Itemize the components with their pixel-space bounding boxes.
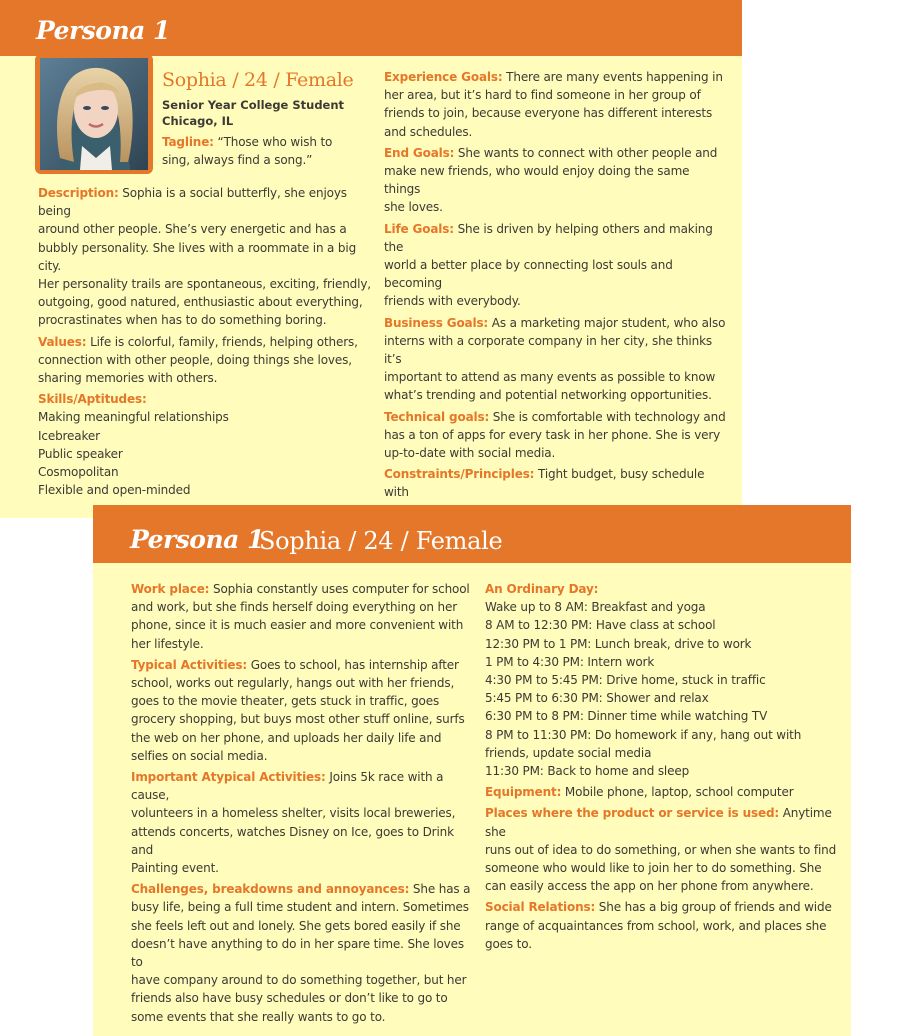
places-line: Anytime she [485, 806, 832, 839]
skill-item: Public speaker [38, 446, 123, 461]
challenges-line: doesn’t have anything to do in her spare time. She loves to [131, 936, 464, 970]
life-goals-line: She is driven by helping others and making the [384, 221, 713, 254]
ordinary-day-item: 4:30 PM to 5:45 PM: Drive home, stuck in traffic [485, 673, 766, 688]
ordinary-day-item: 11:30 PM: Back to home and sleep [485, 764, 690, 779]
challenges-label: Challenges, breakdowns and annoyances: [131, 882, 410, 897]
persona-header-bar [93, 505, 851, 563]
workplace-line: phone, since it is much easier and more convenient with [131, 618, 464, 633]
persona-left-column [38, 184, 378, 499]
ordinary-day-item: 6:30 PM to 8 PM: Dinner time while watching TV [485, 709, 768, 724]
typical-activities-line: school, works out regularly, hangs out with her friends, [131, 676, 455, 691]
description-line: Sophia is a social butterfly, she enjoys being [38, 186, 347, 219]
persona-name: Sophia / 24 / Female [162, 69, 354, 91]
life-goals-label: Life Goals: [384, 221, 454, 236]
business-goals-line: As a marketing major student, who also [488, 315, 726, 330]
constraints-label: Constraints/Principles: [384, 467, 535, 482]
technical-goals-label: Technical goals: [384, 409, 490, 424]
description-label: Description: [38, 186, 119, 200]
skill-item: Making meaningful relationships [38, 410, 229, 425]
ordinary-day-item: 8 AM to 12:30 PM: Have class at school [485, 618, 716, 633]
challenges-line: busy life, being a full time student and intern. Sometimes [131, 900, 469, 915]
experience-goals-line: There are many events happening in [502, 70, 723, 84]
values-line: Life is colorful, family, friends, helping others, [86, 334, 358, 349]
end-goals-line: make new friends, who would enjoy doing the same things [384, 164, 690, 197]
persona-right-column [485, 580, 840, 953]
challenges-line: she feels left out and lonely. She gets bored easily if she [131, 918, 461, 933]
values-line: connection with other people, doing things she loves, [38, 352, 352, 367]
atypical-activities-label: Important Atypical Activities: [131, 770, 326, 785]
business-goals-line: important to attend as many events as possible to know [384, 370, 716, 385]
workplace-line: and work, but she finds herself doing everything on her [131, 600, 457, 615]
tagline-text: “Those who wish to [213, 135, 333, 149]
experience-goals-line: her area, but it’s hard to find someone in her group of [384, 88, 701, 103]
ordinary-day-item: 5:45 PM to 6:30 PM: Shower and relax [485, 691, 709, 706]
description-line: procrastinates when has to do something boring. [38, 313, 327, 328]
atypical-activities-line: Joins 5k race with a cause, [131, 770, 444, 803]
atypical-activities-line: Painting event. [131, 861, 219, 876]
ordinary-day-item: 12:30 PM to 1 PM: Lunch break, drive to work [485, 636, 752, 651]
experience-goals-line: friends to join, because everyone has different interests [384, 106, 713, 121]
social-relations-line: goes to. [485, 936, 532, 951]
typical-activities-line: selfies on social media. [131, 748, 268, 763]
challenges-line: some events that she really wants to go to. [131, 1009, 386, 1024]
persona-card-bottom [93, 505, 851, 1036]
places-line: runs out of idea to do something, or when she wants to find [485, 842, 837, 857]
ordinary-day-item: friends, update social media [485, 745, 652, 760]
typical-activities-label: Typical Activities: [131, 657, 248, 672]
constraints-line: Tight budget, busy schedule with [384, 467, 705, 500]
persona-left-column [131, 580, 476, 1026]
persona-occupation: Senior Year College Student [162, 98, 345, 112]
places-line: someone who would like to join her to do something. She [485, 861, 822, 876]
ordinary-day-item: 1 PM to 4:30 PM: Intern work [485, 654, 655, 669]
values-label: Values: [38, 334, 87, 349]
business-goals-line: interns with a corporate company in her city, she thinks it’s [384, 333, 712, 367]
experience-goals-line: and schedules. [384, 124, 473, 139]
technical-goals-line: up-to-date with social media. [384, 446, 556, 461]
typical-activities-line: grocery shopping, but buys most other stuff online, surfs [131, 712, 465, 727]
persona-location: Chicago, IL [162, 114, 234, 128]
tagline [162, 133, 362, 169]
experience-goals-label: Experience Goals: [384, 70, 503, 84]
persona-header-bar [0, 0, 742, 56]
persona-label: Persona 1 [130, 525, 264, 554]
end-goals-line: She wants to connect with other people and [454, 145, 718, 160]
ordinary-day-item: Wake up to 8 AM: Breakfast and yoga [485, 600, 706, 615]
social-relations-line: range of acquaintances from school, work, and places she [485, 918, 827, 933]
business-goals-label: Business Goals: [384, 315, 489, 330]
places-label: Places where the product or service is used: [485, 806, 780, 821]
business-goals-line: what’s trending and potential networking opportunities. [384, 388, 712, 403]
skill-item: Icebreaker [38, 428, 100, 443]
places-line: can easily access the app on her phone from anywhere. [485, 879, 814, 894]
typical-activities-line: goes to the movie theater, gets stuck in traffic, goes [131, 694, 440, 709]
persona-name: Sophia / 24 / Female [259, 527, 503, 555]
workplace-line: her lifestyle. [131, 636, 204, 651]
typical-activities-line: Goes to school, has internship after [247, 657, 459, 672]
persona-label: Persona 1 [36, 16, 170, 45]
technical-goals-line: She is comfortable with technology and [489, 409, 726, 424]
description-line: around other people. She’s very energetic and has a [38, 222, 347, 237]
end-goals-label: End Goals: [384, 145, 455, 160]
life-goals-line: world a better place by connecting lost souls and becoming [384, 258, 673, 291]
tagline-label: Tagline: [162, 135, 214, 149]
skills-label: Skills/Aptitudes: [38, 392, 147, 407]
challenges-line: friends also have busy schedules or don’t like to go to [131, 991, 448, 1006]
life-goals-line: friends with everybody. [384, 294, 521, 309]
equipment-line: Mobile phone, laptop, school computer [561, 785, 794, 800]
challenges-line: have company around to do something together, but her [131, 973, 467, 988]
challenges-line: She has a [409, 882, 471, 897]
equipment-label: Equipment: [485, 785, 562, 800]
description-line: Her personality trails are spontaneous, exciting, friendly, [38, 277, 371, 292]
description-line: outgoing, good natured, enthusiastic about everything, [38, 295, 363, 310]
technical-goals-line: has a ton of apps for every task in her phone. She is very [384, 427, 721, 442]
persona-right-column [384, 68, 729, 520]
typical-activities-line: the web on her phone, and uploads her daily life and [131, 730, 442, 745]
social-relations-line: She has a big group of friends and wide [595, 900, 832, 915]
atypical-activities-line: volunteers in a homeless shelter, visits local breweries, [131, 806, 456, 821]
end-goals-line: she loves. [384, 200, 443, 215]
ordinary-day-label: An Ordinary Day: [485, 582, 599, 596]
avatar [35, 54, 153, 174]
persona-photo [40, 58, 148, 170]
skill-item: Flexible and open-minded [38, 483, 191, 498]
description-line: bubbly personality. She lives with a roommate in a big city. [38, 240, 357, 273]
atypical-activities-line: attends concerts, watches Disney on Ice, goes to Drink and [131, 824, 454, 857]
values-line: sharing memories with others. [38, 371, 218, 386]
persona-card-top [0, 0, 742, 518]
skill-item: Cosmopolitan [38, 465, 119, 480]
social-relations-label: Social Relations: [485, 900, 596, 915]
ordinary-day-item: 8 PM to 11:30 PM: Do homework if any, hang out with [485, 727, 802, 742]
workplace-label: Work place: [131, 582, 210, 596]
tagline-text-2: sing, always find a song.” [162, 153, 313, 168]
workplace-line: Sophia constantly uses computer for school [209, 582, 470, 596]
